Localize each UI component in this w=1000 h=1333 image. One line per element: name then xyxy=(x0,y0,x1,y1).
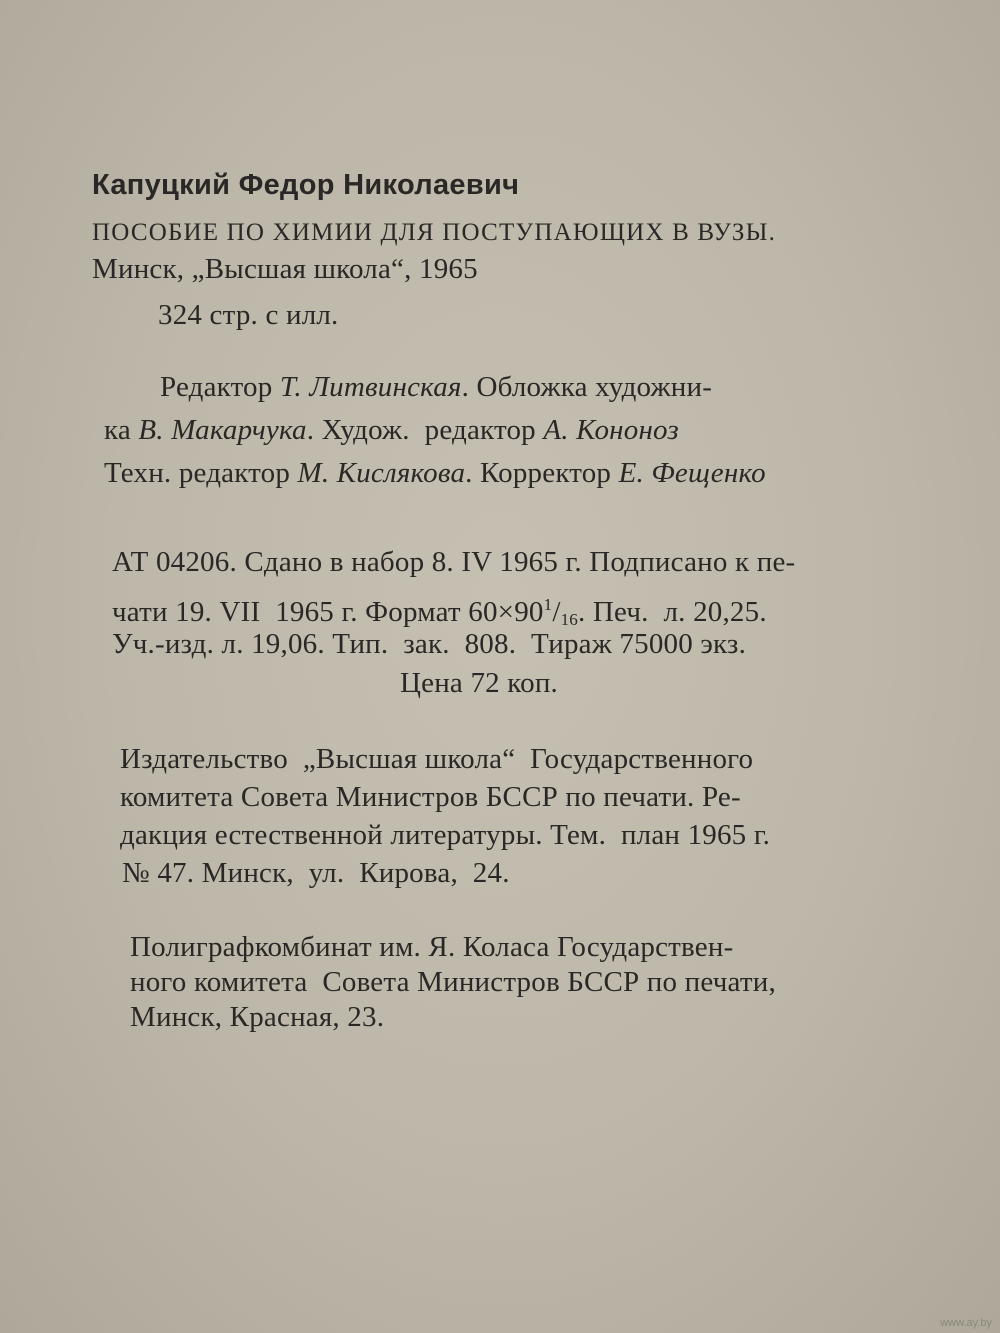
place-publisher-year: Минск, „Высшая школа“, 1965 xyxy=(92,253,478,285)
art-editor-name: А. Кононоз xyxy=(543,414,679,446)
print-details-line-1: АТ 04206. Сдано в набор 8. IV 1965 г. Подписано к пе- xyxy=(112,546,796,578)
print-sheets-text: . Печ. л. 20,25. xyxy=(577,596,767,628)
price: Цена 72 коп. xyxy=(400,667,558,699)
format-fraction-numerator: 1 xyxy=(543,595,553,614)
print-details-line-3: Уч.-изд. л. 19,06. Тип. зак. 808. Тираж 75000 экз. xyxy=(112,628,747,660)
tech-editor-label: Техн. редактор xyxy=(104,457,298,489)
publisher-line-1: Издательство „Высшая школа“ Государственного xyxy=(120,743,754,775)
printer-line-2: ного комитета Совета Министров БССР по печати, xyxy=(130,966,776,998)
editor-label: Редактор xyxy=(160,371,280,403)
credits-line-1 xyxy=(160,370,712,404)
tech-editor-name: М. Кислякова xyxy=(297,457,466,489)
publisher-line-2: комитета Совета Министров БССР по печати. Ре- xyxy=(120,781,741,813)
page-count: 324 стр. с илл. xyxy=(158,299,339,331)
publisher-line-4: № 47. Минск, ул. Кирова, 24. xyxy=(122,857,510,889)
format-fraction-slash: / xyxy=(552,596,561,628)
cover-prefix: ка xyxy=(104,414,139,446)
art-editor-label: . Худож. редактор xyxy=(306,414,544,446)
corrector-label: . Корректор xyxy=(465,457,619,489)
site-watermark: www.ay.by xyxy=(940,1317,992,1329)
credits-line-3 xyxy=(104,456,766,490)
printer-line-3: Минск, Красная, 23. xyxy=(130,1001,385,1033)
author-name: Капуцкий Федор Николаевич xyxy=(92,169,520,201)
cover-artist-name: В. Макарчука xyxy=(138,414,307,446)
credits-line-2 xyxy=(104,413,679,447)
printer-line-1: Полиграфкомбинат им. Я. Коласа Государствен- xyxy=(130,931,734,963)
publisher-line-3: дакция естественной литературы. Тем. план 1965 г. xyxy=(120,819,771,851)
corrector-name: Е. Фещенко xyxy=(618,457,766,489)
cover-label: . Обложка художни- xyxy=(461,371,713,403)
book-title: ПОСОБИЕ ПО ХИМИИ ДЛЯ ПОСТУПАЮЩИХ В ВУЗЫ. xyxy=(92,219,777,246)
format-fraction-denominator: 16 xyxy=(560,610,578,629)
editor-name: Т. Литвинская xyxy=(279,371,462,403)
print-format-text: чати 19. VII 1965 г. Формат 60×90 xyxy=(112,596,544,628)
